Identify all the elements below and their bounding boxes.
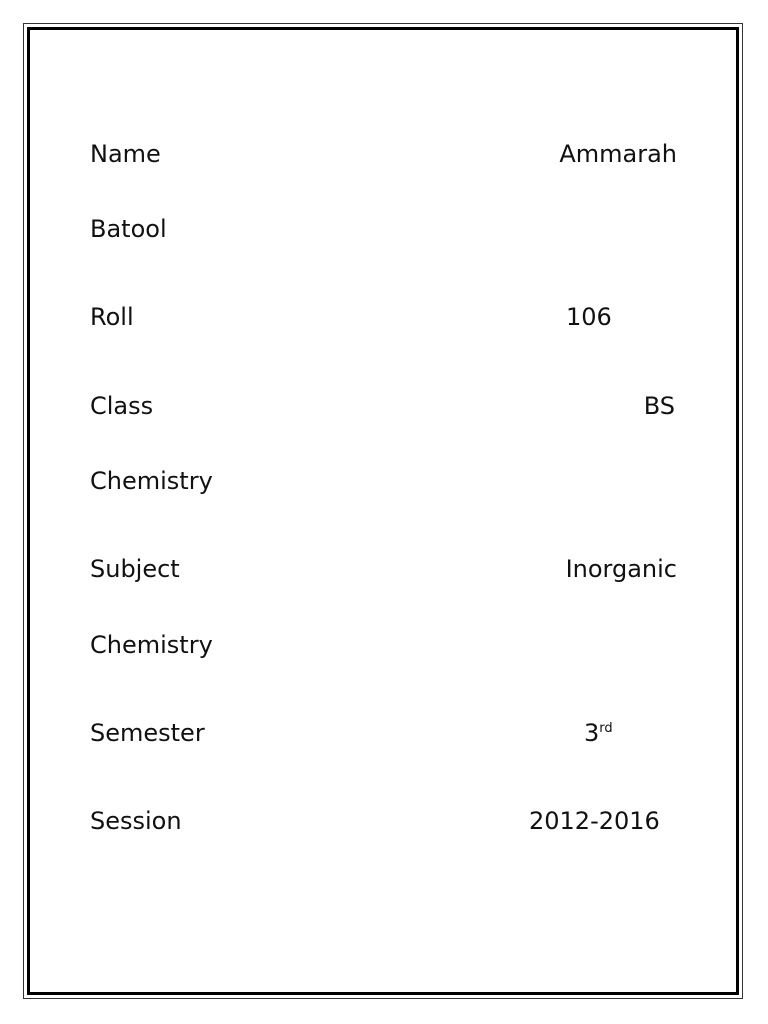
semester-ordinal-suffix: rd — [599, 721, 613, 736]
name-value-first: Ammarah — [559, 140, 677, 168]
page-border-inner — [27, 27, 739, 995]
subject-value-last: Chemistry — [90, 631, 213, 659]
session-label: Session — [90, 807, 182, 835]
subject-value-first: Inorganic — [565, 555, 677, 583]
subject-label: Subject — [90, 555, 180, 583]
semester-number: 3 — [584, 719, 600, 747]
semester-value — [584, 719, 613, 747]
class-value-last: Chemistry — [90, 467, 213, 495]
roll-label: Roll — [90, 303, 134, 331]
name-label: Name — [90, 140, 161, 168]
semester-label: Semester — [90, 719, 205, 747]
class-label: Class — [90, 392, 154, 420]
session-value: 2012-2016 — [529, 807, 660, 835]
name-value-last: Batool — [90, 215, 167, 243]
roll-value: 106 — [566, 303, 612, 331]
class-value-first: BS — [643, 392, 675, 420]
